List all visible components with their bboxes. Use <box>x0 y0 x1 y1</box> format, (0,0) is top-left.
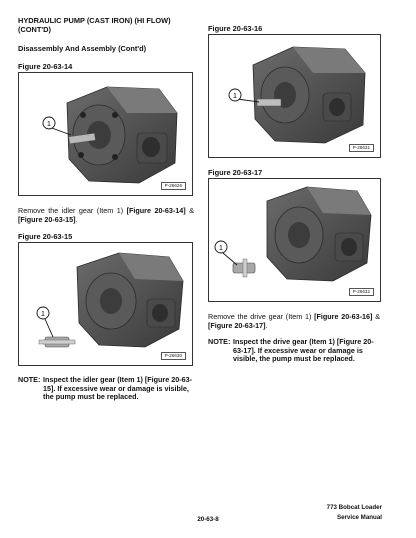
pump-photo-15 <box>19 243 192 365</box>
figure-label-15: Figure 20-63-15 <box>18 232 73 241</box>
pump-photo-17 <box>209 179 380 301</box>
note-text: Inspect the drive gear (Item 1) [Figure 20-63-17]. If excessive wear or damage is visible, the pump must be replaced. <box>233 337 374 364</box>
section-subtitle: Disassembly And Assembly (Cont'd) <box>18 44 147 53</box>
note-idler-gear <box>18 376 194 402</box>
callout-number: 1 <box>47 121 51 128</box>
pump-photo-16 <box>209 35 380 157</box>
note-key: NOTE: <box>18 375 41 384</box>
footer-product-line2: Service Manual <box>336 514 382 521</box>
pump-photo-14 <box>19 73 192 195</box>
figure-label-17: Figure 20-63-17 <box>208 168 263 177</box>
photo-code: P-26630 <box>161 352 186 360</box>
figure-label-16: Figure 20-63-16 <box>208 24 263 33</box>
paragraph-remove-idler: Remove the idler gear (Item 1) [Figure 20-63-14] & [Figure 20-63-15]. <box>18 206 194 224</box>
callout-number: 1 <box>219 245 223 252</box>
section-title: HYDRAULIC PUMP (CAST IRON) (HI FLOW) (CONT'D) <box>18 16 171 34</box>
callout-number: 1 <box>233 93 237 100</box>
figure-photo-15 <box>18 242 193 366</box>
note-drive-gear <box>208 338 380 364</box>
photo-code: P-26631 <box>349 144 374 152</box>
figure-photo-14 <box>18 72 193 196</box>
footer-product-line1: 773 Bobcat Loader <box>326 504 382 511</box>
note-text: Inspect the idler gear (Item 1) [Figure 20-63-15]. If excessive wear or damage is visible, the pump must be replaced. <box>43 375 192 402</box>
figure-label-14: Figure 20-63-14 <box>18 62 73 71</box>
note-key: NOTE: <box>208 337 231 346</box>
page-number: 20-63-8 <box>197 516 219 523</box>
figure-photo-17 <box>208 178 381 302</box>
callout-number: 1 <box>41 311 45 318</box>
photo-code: P-26626 <box>161 182 186 190</box>
footer-product <box>300 504 382 521</box>
paragraph-remove-drive: Remove the drive gear (Item 1) [Figure 20-63-16] & [Figure 20-63-17]. <box>208 312 380 330</box>
photo-code: P-26632 <box>349 288 374 296</box>
figure-photo-16 <box>208 34 381 158</box>
